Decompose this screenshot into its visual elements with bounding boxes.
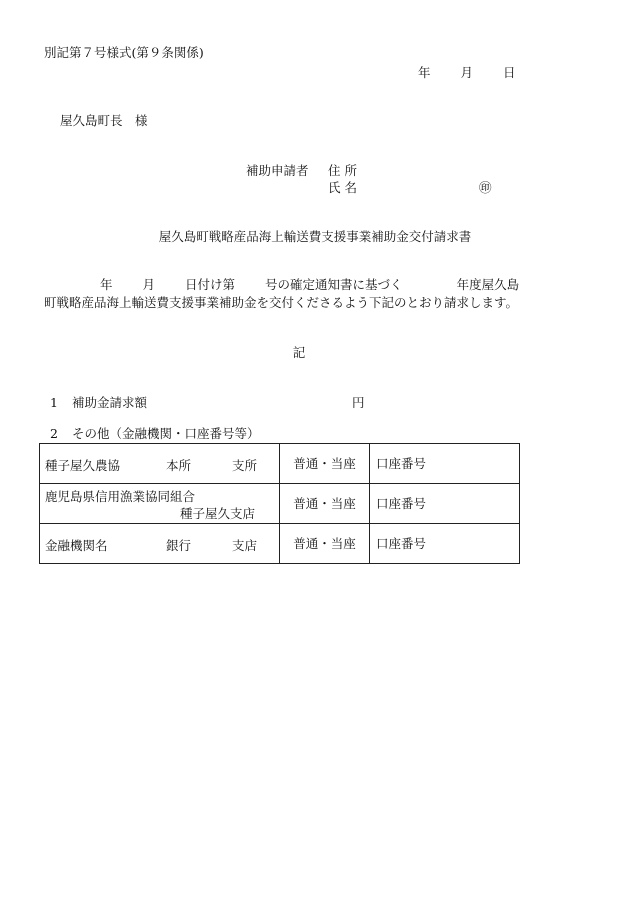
- account-number-cell: 口座番号: [370, 484, 520, 524]
- account-number-cell: 口座番号: [370, 444, 520, 484]
- bank-main-office: 本所: [166, 458, 192, 473]
- bank-cell: [40, 444, 280, 484]
- item-2-label: その他（金融機関・口座番号等）: [72, 426, 260, 441]
- account-number-cell: 口座番号: [370, 524, 520, 564]
- address-label: 住 所: [328, 163, 357, 178]
- name-label: 氏 名: [328, 180, 357, 195]
- bank-row-other: [40, 524, 520, 564]
- date-year-label: 年: [418, 65, 431, 80]
- form-number: 別記第７号様式(第９条関係): [44, 45, 204, 60]
- bank-name: 種子屋久農協: [45, 458, 121, 473]
- item-2-number: 2: [50, 426, 58, 441]
- item-1-label: 補助金請求額: [72, 395, 148, 410]
- bank-name-line1: 鹿児島県信用漁業協同組合: [45, 489, 196, 504]
- body-fiscal-year-label: 年度屋久島: [456, 277, 520, 292]
- bank-row-ja: [40, 444, 520, 484]
- addressee: 屋久島町長 様: [60, 113, 148, 128]
- bank-branch-label: 支所: [232, 458, 258, 473]
- applicant-role-label: 補助申請者: [246, 163, 309, 178]
- body-notice-label: 号の確定通知書に基づく: [265, 277, 403, 292]
- body-year-label: 年: [100, 277, 113, 292]
- body-month-label: 月: [142, 277, 156, 292]
- bank-branch-label: 支店: [232, 538, 258, 553]
- account-type-cell: 普通・当座: [280, 484, 370, 524]
- item-1-number: 1: [50, 395, 58, 410]
- bank-cell: [40, 484, 280, 524]
- seal-mark: ㊞: [479, 180, 492, 195]
- body-day-label: 日付け第: [185, 277, 236, 292]
- item-1-unit: 円: [352, 395, 365, 410]
- bank-name-line2: 種子屋久支店: [180, 506, 256, 521]
- bank-suffix: 銀行: [166, 538, 192, 553]
- body-line-1: [100, 279, 519, 292]
- body-line-2: 町戦略産品海上輸送費支援事業補助金を交付くださるよう下記のとおり請求します。: [44, 295, 519, 310]
- bank-table: [39, 443, 520, 564]
- date-month-label: 月: [460, 65, 474, 80]
- date-day-label: 日: [503, 65, 516, 80]
- account-type-cell: 普通・当座: [280, 444, 370, 484]
- bank-row-fishery: [40, 484, 520, 524]
- date-line: [418, 67, 516, 80]
- document-title: 屋久島町戦略産品海上輸送費支援事業補助金交付請求書: [158, 229, 472, 244]
- ki-heading: 記: [292, 345, 306, 360]
- bank-name: 金融機関名: [45, 538, 108, 553]
- account-type-cell: 普通・当座: [280, 524, 370, 564]
- bank-cell: [40, 524, 280, 564]
